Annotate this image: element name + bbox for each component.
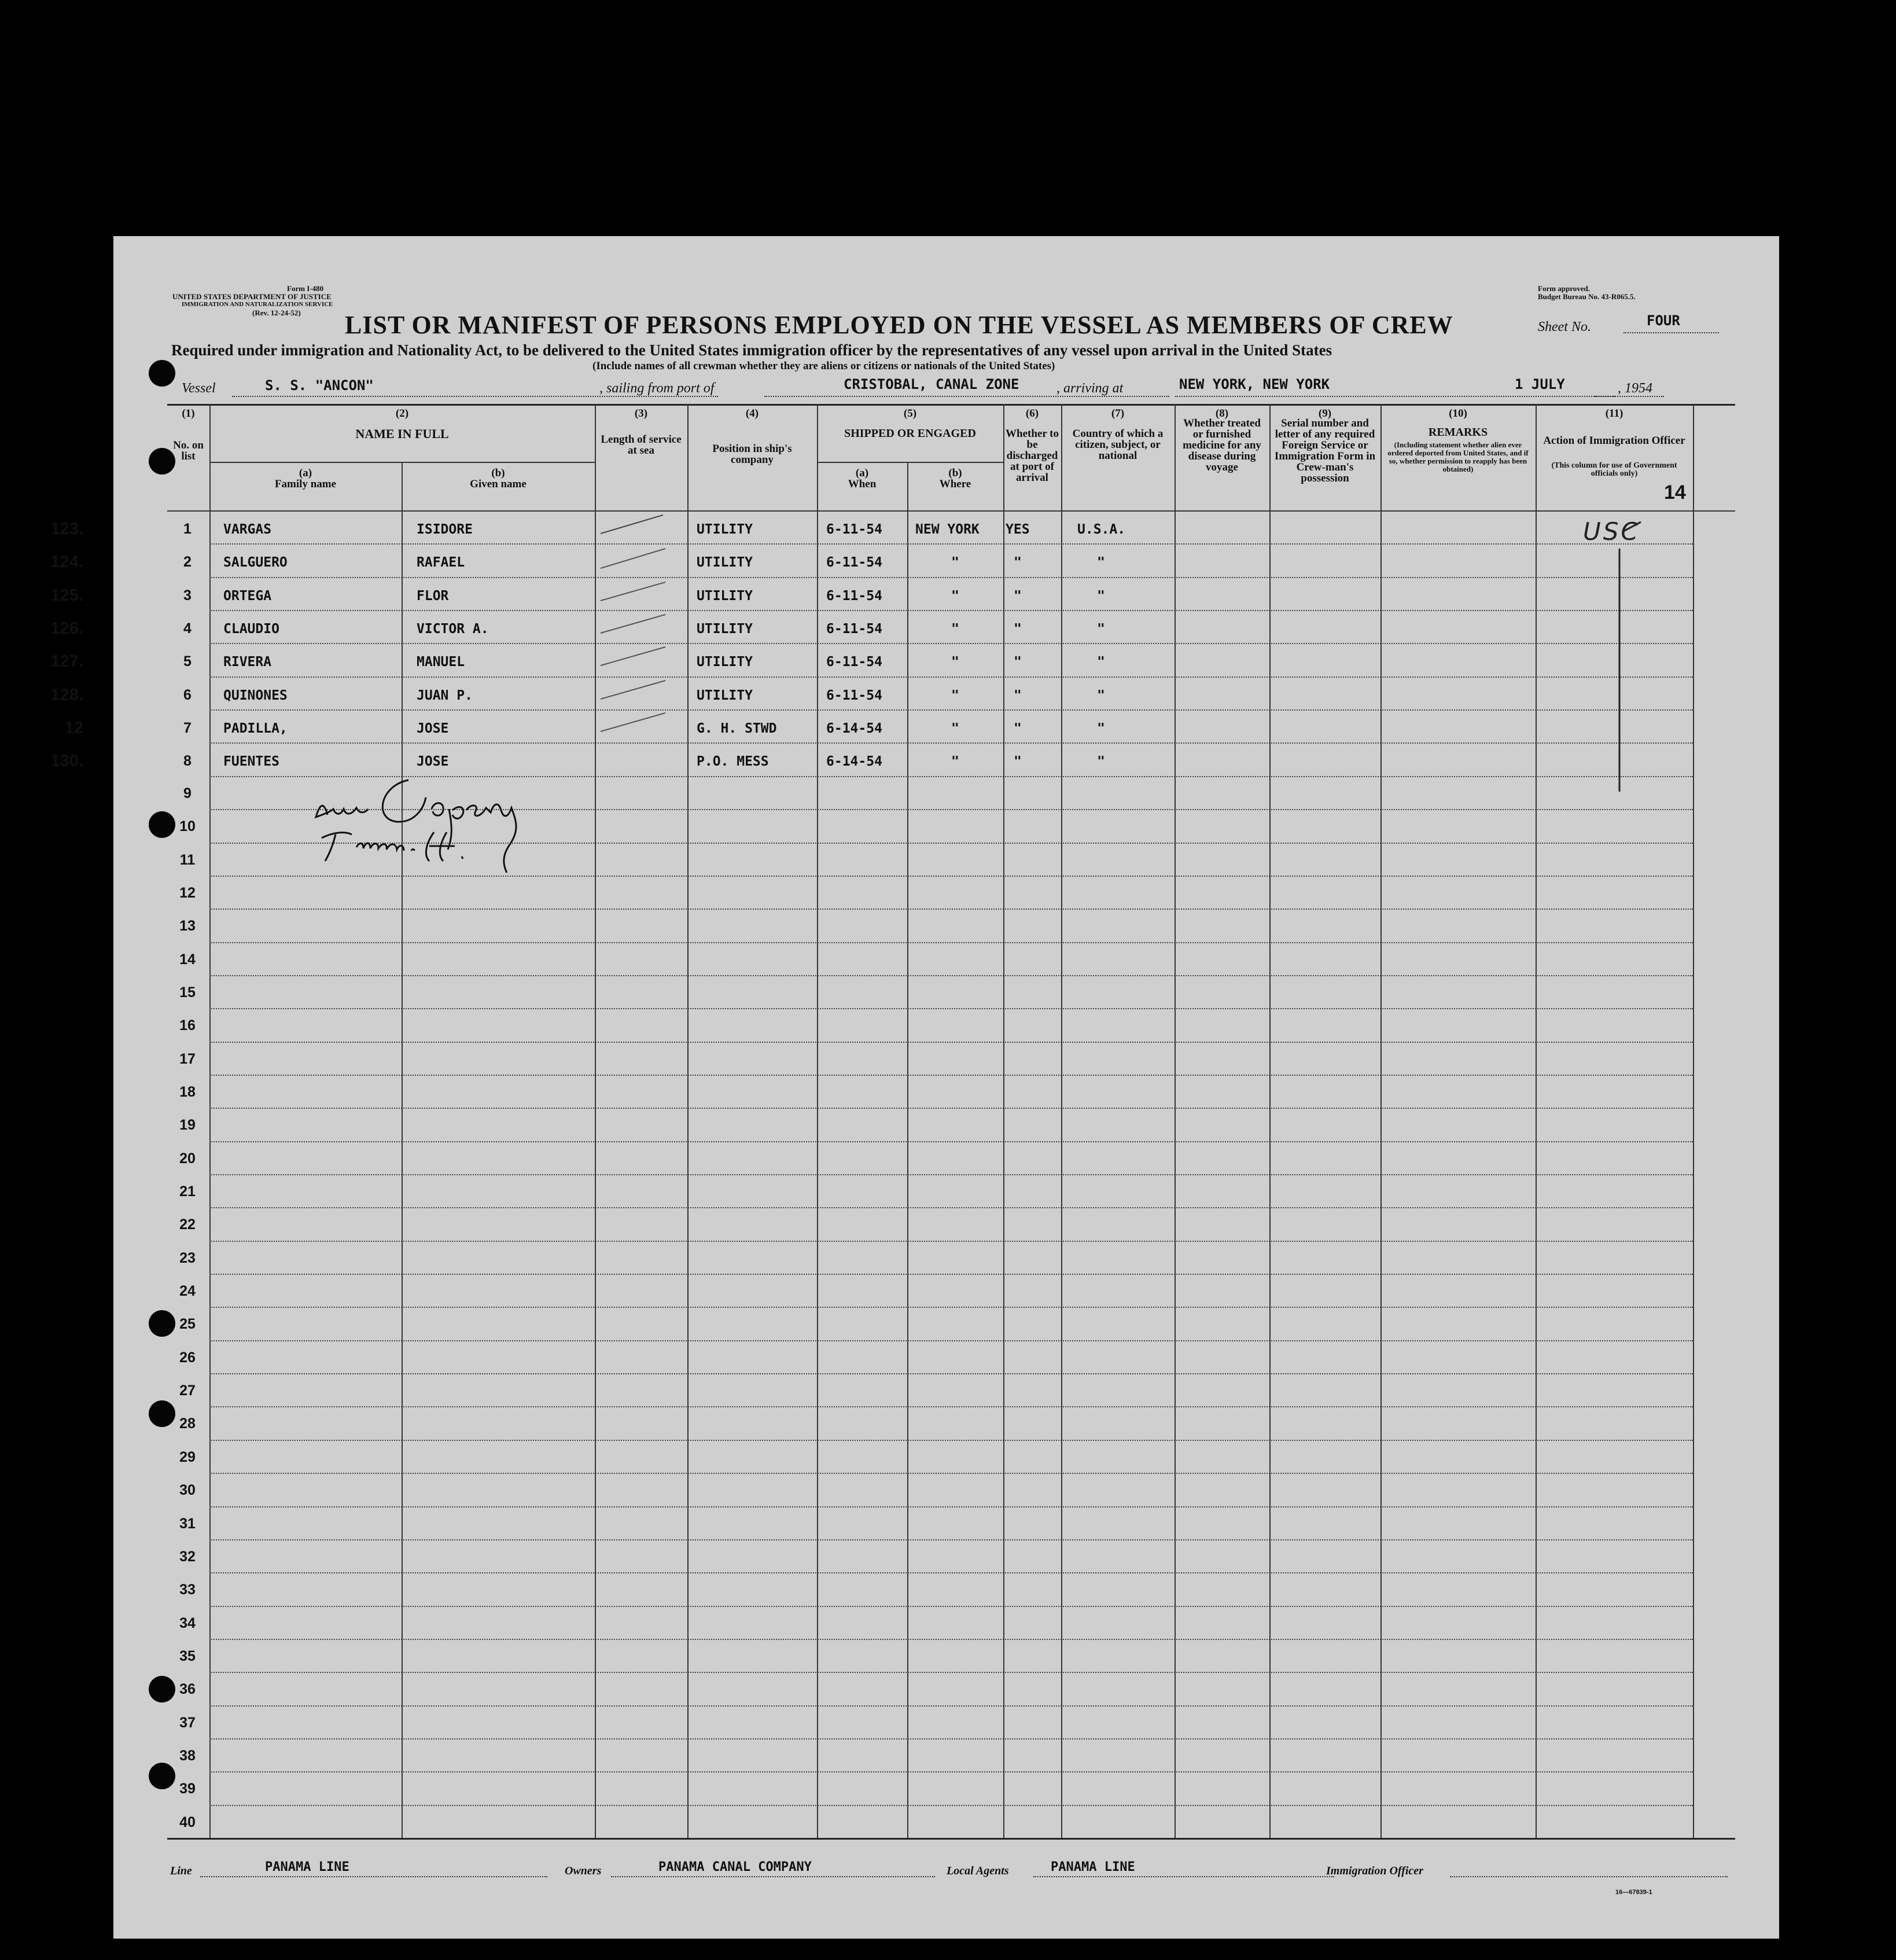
row-extended-number: 126.	[50, 619, 83, 638]
sailing-port: CRISTOBAL, CANAL ZONE	[844, 376, 1019, 392]
row-divider	[209, 1241, 1693, 1242]
row-divider	[209, 1042, 1693, 1043]
row-number: 10	[179, 818, 196, 835]
arriving-label: , arriving at	[1056, 381, 1124, 396]
print-code: 16—67839-1	[1615, 1889, 1652, 1896]
col6-heading: Whether to be discharged at port of arrival	[1006, 428, 1059, 484]
row-divider	[209, 1174, 1693, 1175]
row-divider	[209, 709, 1693, 711]
manifest-sheet	[50, 236, 1779, 1939]
row-divider	[209, 1639, 1693, 1640]
country: U.S.A.	[1077, 522, 1126, 537]
row-number: 35	[179, 1648, 196, 1664]
position: UTILITY	[697, 654, 753, 670]
row-number: 19	[179, 1117, 196, 1134]
col8-heading: Whether treated or furnished medicine for any disease during voyage	[1183, 417, 1261, 473]
row-extended-number: 124.	[50, 553, 83, 572]
discharged: "	[1014, 622, 1022, 637]
revision: (Rev. 12-24-52)	[252, 308, 301, 317]
row-divider	[209, 1606, 1693, 1607]
shipped-when: 6-11-54	[826, 555, 882, 571]
table-top-border	[167, 404, 1735, 406]
row-number: 17	[179, 1050, 196, 1067]
punch-hole	[149, 811, 175, 838]
discharged: "	[1014, 687, 1022, 703]
row-number: 16	[179, 1017, 196, 1034]
row-divider	[209, 1506, 1693, 1507]
include-notice: (Include names of all crewman whether they are aliens or citizens or nationals of the United States)	[592, 360, 1055, 372]
country: "	[1097, 555, 1105, 571]
row-number: 33	[179, 1582, 196, 1598]
row-number: 34	[179, 1615, 196, 1631]
required-notice: Required under immigration and Nationality Act, to be delivered to the United States immigration officer by the representatives of any vessel upon arrival in the United States	[171, 341, 1332, 359]
row-extended-number: 125.	[50, 586, 83, 605]
sheet-number: FOUR	[1647, 312, 1680, 329]
row-divider	[209, 1771, 1693, 1773]
row-divider	[209, 1440, 1693, 1441]
family-name: SALGUERO	[223, 555, 288, 571]
country: "	[1097, 687, 1105, 703]
family-name: VARGAS	[223, 522, 272, 537]
col5b-heading: (b) Where	[939, 467, 971, 490]
row-number: 22	[179, 1216, 196, 1233]
shipped-when: 6-11-54	[826, 654, 882, 670]
shipped-where: NEW YORK	[915, 522, 980, 537]
form-number: Form I-480	[287, 284, 324, 293]
officer-bracket	[1618, 520, 1658, 797]
row-extended-number: 123.	[50, 520, 83, 538]
row-number: 29	[179, 1448, 196, 1465]
col10-heading: REMARKS	[1428, 426, 1488, 439]
row-divider	[209, 1805, 1693, 1806]
row-divider	[209, 676, 1693, 678]
col9-number: (9)	[1318, 407, 1332, 420]
row-number: 26	[179, 1349, 196, 1366]
punch-hole	[149, 448, 175, 475]
col9-heading: Serial number and letter of any required Foreign Service or Immigration Form in Crew-man's possession	[1274, 417, 1376, 484]
officer-initials: USC	[1583, 517, 1640, 546]
country: "	[1097, 622, 1105, 637]
row-number: 39	[179, 1781, 196, 1797]
col3-heading: Length of service at sea	[601, 433, 682, 457]
row-number: 24	[179, 1283, 196, 1300]
col2a-heading: (a) Family name	[274, 467, 337, 490]
row-divider	[209, 1307, 1693, 1308]
row-number: 15	[179, 984, 196, 1001]
col3-number: (3)	[634, 407, 648, 420]
discharged: "	[1014, 721, 1022, 737]
row-divider	[209, 1274, 1693, 1275]
row-divider	[209, 1705, 1693, 1707]
row-number: 1	[183, 521, 192, 537]
shipped-where: "	[951, 555, 959, 571]
given-name: JOSE	[417, 721, 449, 737]
col2-heading: NAME IN FULL	[355, 426, 449, 441]
immigration-officer-signature	[310, 774, 576, 878]
punch-hole	[149, 1763, 175, 1789]
shipped-where: "	[951, 687, 959, 703]
row-divider	[209, 942, 1693, 943]
shipped-when: 6-11-54	[826, 522, 882, 537]
row-divider	[209, 543, 1693, 545]
row-divider	[209, 1738, 1693, 1740]
country: "	[1097, 721, 1105, 737]
row-extended-number: 12	[64, 719, 83, 738]
row-divider	[209, 1406, 1693, 1407]
punch-hole	[149, 1676, 175, 1702]
family-name: RIVERA	[223, 654, 272, 670]
position: UTILITY	[697, 588, 753, 604]
position: UTILITY	[697, 522, 753, 537]
country: "	[1097, 754, 1105, 770]
row-number: 25	[179, 1316, 196, 1333]
col6-number: (6)	[1025, 407, 1039, 420]
row-divider	[209, 1340, 1693, 1341]
row-number: 28	[179, 1415, 196, 1432]
col5a-heading: (a) When	[848, 467, 877, 490]
country: "	[1097, 654, 1105, 670]
row-number: 7	[183, 720, 192, 737]
row-divider	[209, 1473, 1693, 1474]
position: UTILITY	[697, 622, 753, 637]
row-number: 30	[179, 1482, 196, 1499]
row-divider	[209, 975, 1693, 976]
row-number: 21	[179, 1183, 196, 1200]
discharged: "	[1014, 588, 1022, 604]
given-name: JUAN P.	[417, 687, 473, 703]
col5-heading: SHIPPED OR ENGAGED	[844, 427, 976, 440]
footer-immigration-officer-label: Immigration Officer	[1326, 1865, 1423, 1877]
col5-number: (5)	[903, 407, 917, 420]
budget-bureau: Budget Bureau No. 43-R065.5.	[1538, 292, 1636, 301]
row-divider	[209, 909, 1693, 910]
row-number: 4	[183, 620, 192, 637]
row-number: 36	[179, 1681, 196, 1698]
family-name: ORTEGA	[223, 588, 272, 604]
row-extended-number: 130.	[50, 752, 83, 771]
punch-hole	[149, 1310, 175, 1337]
col11-note: (This column for use of Government officials only)	[1551, 461, 1677, 478]
position: P.O. MESS	[697, 754, 769, 770]
row-divider	[209, 1672, 1693, 1673]
given-name: FLOR	[417, 588, 449, 604]
page-title: LIST OR MANIFEST OF PERSONS EMPLOYED ON THE VESSEL AS MEMBERS OF CREW	[345, 311, 1453, 339]
shipped-where: "	[951, 588, 959, 604]
row-number: 8	[183, 753, 192, 770]
col1-number: (1)	[182, 407, 195, 420]
shipped-where: "	[951, 754, 959, 770]
discharged: "	[1014, 754, 1022, 770]
shipped-when: 6-11-54	[826, 622, 882, 637]
footer-agents-label: Local Agents	[947, 1865, 1009, 1877]
year: , 1954	[1618, 381, 1652, 396]
row-number: 32	[179, 1548, 196, 1565]
sheet-label: Sheet No.	[1538, 319, 1591, 334]
position: UTILITY	[697, 555, 753, 571]
row-extended-number: 127.	[50, 652, 83, 671]
family-name: QUINONES	[223, 687, 288, 703]
col4-number: (4)	[745, 407, 759, 420]
page-stamp: 14	[1664, 481, 1686, 503]
family-name: PADILLA,	[223, 721, 288, 737]
position: G. H. STWD	[697, 721, 777, 737]
col10-number: (10)	[1449, 407, 1467, 420]
row-divider	[209, 1075, 1693, 1076]
shipped-where: "	[951, 654, 959, 670]
col1-heading: No. on list	[173, 439, 204, 462]
row-number: 38	[179, 1747, 196, 1764]
row-number: 18	[179, 1083, 196, 1100]
row-number: 5	[183, 653, 192, 670]
row-number: 6	[183, 686, 192, 703]
given-name: RAFAEL	[417, 555, 465, 571]
row-number: 23	[179, 1249, 196, 1266]
row-number: 14	[179, 951, 196, 968]
row-divider	[209, 1572, 1693, 1573]
footer-owners: PANAMA CANAL COMPANY	[658, 1860, 812, 1874]
row-divider	[209, 1108, 1693, 1109]
row-divider	[209, 610, 1693, 611]
row-divider	[209, 643, 1693, 644]
row-number: 27	[179, 1382, 196, 1399]
discharged: "	[1014, 555, 1022, 571]
arriving-port: NEW YORK, NEW YORK	[1179, 376, 1330, 392]
row-divider	[209, 1141, 1693, 1142]
footer-line: PANAMA LINE	[265, 1860, 349, 1874]
row-divider	[209, 1207, 1693, 1208]
position: UTILITY	[697, 687, 753, 703]
footer-line-label: Line	[170, 1865, 192, 1877]
vessel-name: S. S. "ANCON"	[265, 377, 374, 394]
punch-hole	[149, 360, 175, 387]
punch-hole	[149, 1400, 175, 1427]
row-number: 13	[179, 918, 196, 935]
row-divider	[209, 1008, 1693, 1009]
footer-owners-label: Owners	[565, 1865, 602, 1877]
col7-heading: Country of which a citizen, subject, or national	[1072, 428, 1164, 462]
shipped-when: 6-14-54	[826, 721, 882, 737]
shipped-where: "	[951, 622, 959, 637]
service: IMMIGRATION AND NATURALIZATION SERVICE	[182, 301, 333, 308]
row-number: 9	[183, 785, 192, 801]
discharged: "	[1014, 654, 1022, 670]
given-name: VICTOR A.	[417, 622, 489, 637]
col4-heading: Position in ship's company	[712, 443, 792, 466]
col11-number: (11)	[1605, 407, 1623, 420]
col10-note: (Including statement whether alien ever ordered deported from United States, and if so, whether permission to reapply has been obtained)	[1387, 440, 1529, 473]
row-divider	[209, 577, 1693, 578]
given-name: JOSE	[417, 754, 449, 770]
shipped-when: 6-11-54	[826, 687, 882, 703]
sailing-label: , sailing from port of	[599, 381, 715, 396]
given-name: ISIDORE	[417, 522, 473, 537]
table-bottom-border	[167, 1838, 1735, 1840]
family-name: FUENTES	[223, 754, 279, 770]
row-number: 40	[179, 1814, 196, 1830]
row-number: 12	[179, 884, 196, 901]
vessel-label: Vessel	[182, 381, 216, 396]
family-name: CLAUDIO	[223, 622, 279, 637]
row-number: 11	[179, 851, 196, 868]
shipped-when: 6-14-54	[826, 754, 882, 770]
form-approved: Form approved.	[1538, 284, 1591, 293]
col11-heading: Action of Immigration Officer	[1543, 435, 1685, 447]
row-divider	[209, 742, 1693, 744]
row-divider	[209, 1373, 1693, 1374]
col2b-heading: (b) Given name	[470, 467, 527, 490]
col8-number: (8)	[1215, 407, 1229, 420]
discharged: YES	[1006, 522, 1030, 537]
shipped-where: "	[951, 721, 959, 737]
row-number: 3	[183, 587, 192, 604]
row-number: 2	[183, 554, 192, 571]
arrival-date: 1 JULY	[1515, 376, 1565, 392]
shipped-when: 6-11-54	[826, 588, 882, 604]
col7-number: (7)	[1111, 407, 1125, 420]
row-divider	[209, 1539, 1693, 1540]
country: "	[1097, 588, 1105, 604]
given-name: MANUEL	[417, 654, 465, 670]
row-number: 37	[179, 1714, 196, 1731]
row-number: 31	[179, 1515, 196, 1532]
col2-number: (2)	[395, 407, 409, 420]
service-strokes	[595, 510, 687, 753]
row-extended-number: 128.	[50, 685, 83, 704]
department: UNITED STATES DEPARTMENT OF JUSTICE	[172, 292, 332, 301]
footer-agents: PANAMA LINE	[1051, 1860, 1135, 1874]
row-number: 20	[179, 1150, 196, 1167]
